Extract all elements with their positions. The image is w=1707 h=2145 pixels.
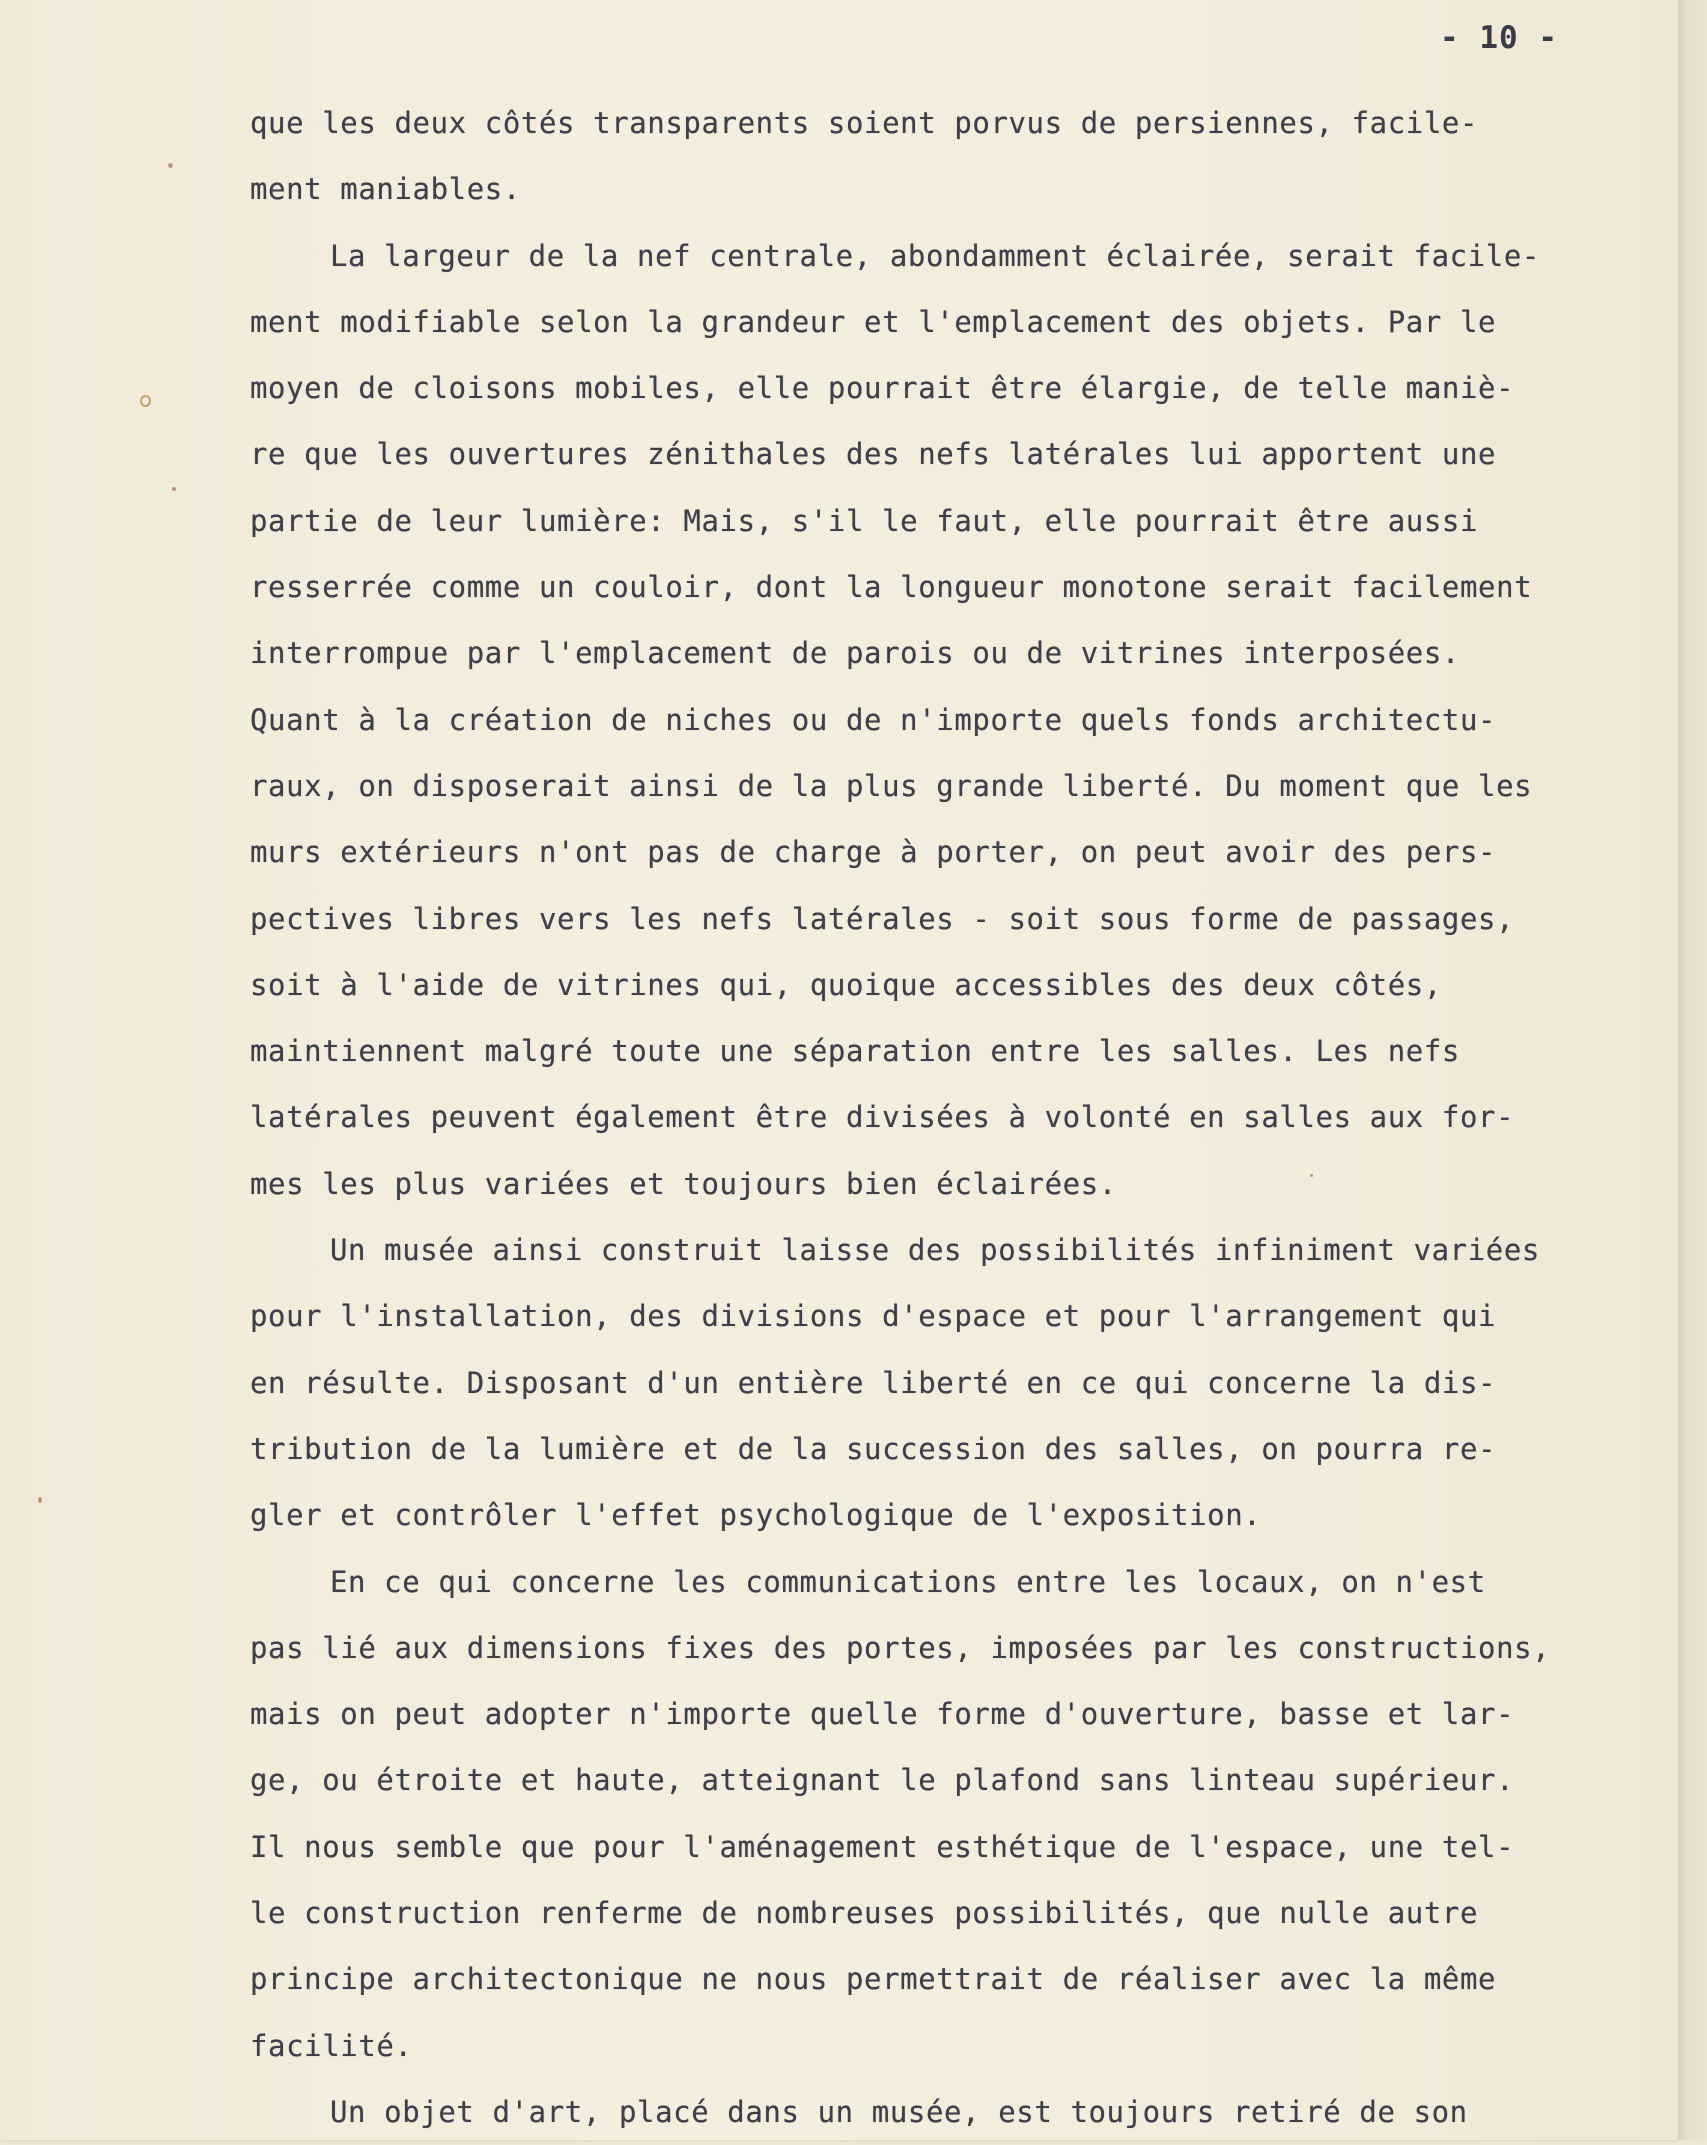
typed-text — [250, 90, 1670, 2145]
paper-speck — [1310, 1174, 1313, 1177]
text-line: Quant à la création de niches ou de n'importe quels fonds architectu- — [250, 702, 1497, 737]
text-line: interrompue par l'emplacement de parois ou de vitrines interposées. — [250, 636, 1460, 671]
text-line: pectives libres vers les nefs latérales - soit sous forme de passages, — [250, 901, 1515, 936]
text-line: ge, ou étroite et haute, atteignant le plafond sans linteau supérieur. — [250, 1763, 1515, 1798]
text-line: Il nous semble que pour l'aménagement esthétique de l'espace, une tel- — [250, 1829, 1515, 1864]
text-line: soit à l'aide de vitrines qui, quoique accessibles des deux côtés, — [250, 967, 1442, 1002]
text-line: gler et contrôler l'effet psychologique de l'exposition. — [250, 1498, 1262, 1533]
text-line: en résulte. Disposant d'un entière liberté en ce qui concerne la dis- — [250, 1365, 1497, 1400]
text-line: que les deux côtés transparents soient porvus de persiennes, facile- — [250, 106, 1479, 140]
text-line: murs extérieurs n'ont pas de charge à porter, on peut avoir des pers- — [250, 835, 1497, 870]
paper-speck — [140, 395, 151, 407]
paper-speck — [172, 487, 176, 491]
text-line: moyen de cloisons mobiles, elle pourrait être élargie, de telle maniè- — [250, 371, 1515, 406]
text-line: Un objet d'art, placé dans un musée, est toujours retiré de son — [330, 2094, 1468, 2129]
text-line: tribution de la lumière et de la succession des salles, on pourra re- — [250, 1431, 1497, 1466]
text-line: mes les plus variées et toujours bien éclairées. — [250, 1166, 1117, 1201]
page-number: - 10 - — [1440, 20, 1558, 56]
text-line: pour l'installation, des divisions d'espace et pour l'arrangement qui — [250, 1299, 1497, 1334]
text-line: La largeur de la nef centrale, abondamment éclairée, serait facile- — [330, 238, 1540, 273]
paper-speck — [168, 163, 173, 168]
text-line: partie de leur lumière: Mais, s'il le faut, elle pourrait être aussi — [250, 503, 1479, 538]
text-line: raux, on disposerait ainsi de la plus grande liberté. Du moment que les — [250, 768, 1533, 803]
text-line: facilité. — [250, 2028, 413, 2063]
text-line: principe architectonique ne nous permettrait de réaliser avec la même — [250, 1962, 1497, 1997]
text-line: re que les ouvertures zénithales des nefs latérales lui apportent une — [250, 437, 1497, 472]
text-line: ment maniables. — [250, 172, 521, 207]
text-line: Un musée ainsi construit laisse des possibilités infiniment variées — [330, 1233, 1540, 1268]
text-line: resserrée comme un couloir, dont la longueur monotone serait facilement — [250, 570, 1533, 605]
text-line: le construction renferme de nombreuses possibilités, que nulle autre — [250, 1896, 1479, 1931]
text-line: pas lié aux dimensions fixes des portes, imposées par les constructions, — [250, 1630, 1551, 1665]
text-line: ment modifiable selon la grandeur et l'emplacement des objets. Par le — [250, 304, 1497, 339]
text-line: En ce qui concerne les communications entre les locaux, on n'est — [330, 1564, 1486, 1599]
paper-speck — [38, 1497, 42, 1503]
text-line: mais on peut adopter n'importe quelle forme d'ouverture, basse et lar- — [250, 1697, 1515, 1732]
page-edge — [1678, 0, 1707, 2140]
text-line: maintiennent malgré toute une séparation entre les salles. Les nefs — [250, 1034, 1460, 1069]
text-line: latérales peuvent également être divisées à volonté en salles aux for- — [250, 1100, 1515, 1135]
